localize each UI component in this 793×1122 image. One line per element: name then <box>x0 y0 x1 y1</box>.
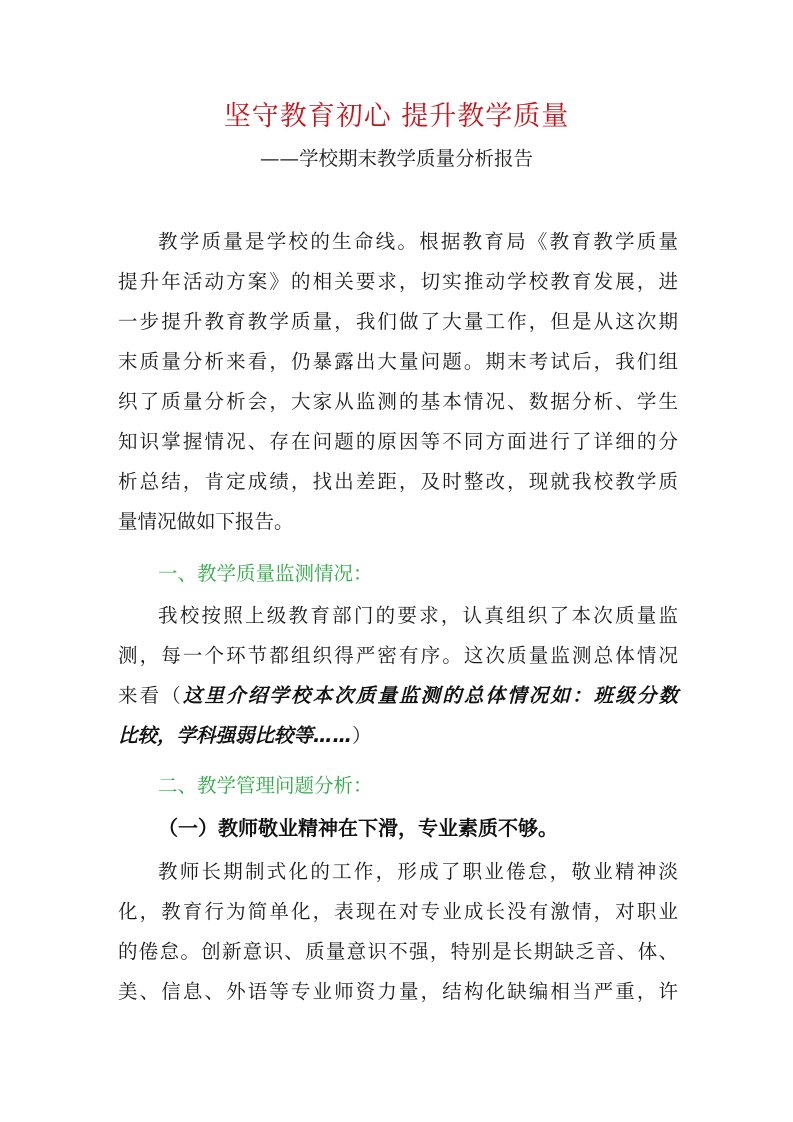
section1-line4-suffix: ） <box>352 724 372 747</box>
editor-note: 这里介绍学校本次质量监测的总体情况如：班级分数 <box>182 684 678 707</box>
section2-line: 教师长期制式化的工作，形成了职业倦怠，敬业精神淡 <box>158 860 678 883</box>
subsection-heading: （一）教师敬业精神在下滑，专业素质不够。 <box>158 816 558 840</box>
section-heading-monitoring: 一、教学质量监测情况： <box>158 562 373 585</box>
section2-line: 化，教育行为简单化，表现在对专业成长没有激情，对职业 <box>118 900 678 923</box>
section1-line-with-note <box>118 721 678 751</box>
document-subtitle: ——学校期末教学质量分析报告 <box>259 147 533 170</box>
intro-line: 织了质量分析会，大家从监测的基本情况、数据分析、学生 <box>118 390 678 413</box>
intro-line: 知识掌握情况、存在问题的原因等不同方面进行了详细的分 <box>118 430 678 453</box>
intro-line: 末质量分析来看，仍暴露出大量问题。期末考试后，我们组 <box>118 350 678 373</box>
section1-line: 测，每一个环节都组织得严密有序。这次质量监测总体情况 <box>118 644 678 667</box>
intro-line: 教学质量是学校的生命线。根据教育局《教育教学质量 <box>158 230 678 253</box>
section2-line: 美、信息、外语等专业师资力量，结构化缺编相当严重，许 <box>118 980 678 1003</box>
editor-note: 比较，学科强弱比较等…… <box>118 724 353 747</box>
section-heading-management: 二、教学管理问题分析： <box>158 774 373 797</box>
section2-line: 的倦怠。创新意识、质量意识不强，特别是长期缺乏音、体、 <box>118 940 678 963</box>
intro-line: 提升年活动方案》的相关要求，切实推动学校教育发展，进 <box>118 270 678 293</box>
intro-line: 一步提升教育教学质量，我们做了大量工作，但是从这次期 <box>118 310 678 333</box>
section1-line: 我校按照上级教育部门的要求，认真组织了本次质量监 <box>158 604 678 627</box>
document-title: 坚守教育初心 提升教学质量 <box>223 101 570 132</box>
section1-line-with-note <box>118 681 678 711</box>
intro-line: 析总结，肯定成绩，找出差距，及时整改，现就我校教学质 <box>118 470 678 493</box>
section1-line3-prefix: 来看（ <box>118 684 183 707</box>
intro-line: 量情况做如下报告。 <box>118 510 294 533</box>
